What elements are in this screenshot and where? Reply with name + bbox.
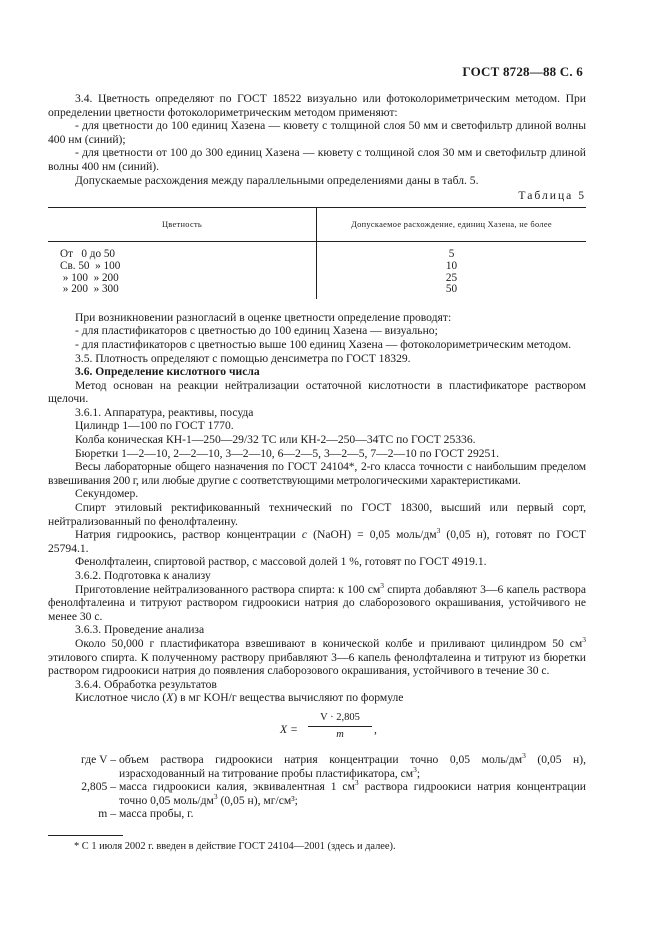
text: раствора гидроокиси натрия концентрации точно 0,05 моль/дм [119,780,586,807]
table-row [48,261,586,273]
table-cell-value: 5 [448,248,455,261]
where-key: где V – [81,752,116,766]
where-item [48,753,586,780]
table-cell-range: » 100 » 200 [48,273,317,285]
table-cell-range: Св. 50 » 100 [48,261,317,273]
formula-comma: , [374,722,377,736]
table-header-colour: Цветность [48,207,317,242]
text: 3 [380,580,384,590]
paragraph: Бюретки 1—2—10, 2—2—10, 3—2—10, 6—2—5, 3—2—5, 7—2—10 по ГОСТ 29251. [75,446,500,460]
text: (0,05 н), мг/см³; [217,793,298,807]
table-cell-value: 10 [445,259,458,272]
paragraph: Весы лабораторные общего назначения по ГОСТ 24104*, 2-го класса точности с наибольшим пределом взвешивания 200 г, или любые другие с соответствующими метрологическими характеристиками. [48,460,586,487]
where-key: m – [98,807,116,821]
where-key: 2,805 – [81,780,116,794]
subsection-title: 3.6.2. Подготовка к анализу [75,569,211,582]
text: 3 [522,751,526,761]
formula-denominator: m [336,728,344,740]
text: Около 50,000 г пластификатора взвешивают в конической колбе и приливают цилиндром 50 см [75,636,583,650]
text: c [301,528,308,542]
footnote-divider [48,835,123,836]
table-row [48,242,586,261]
footnote: * С 1 июля 2002 г. введен в действие ГОСТ 24104—2001 (здесь и далее). [74,840,396,852]
document-body [48,92,586,854]
where-item [48,780,586,807]
text: X [166,691,174,705]
text: (NaOH) = 0,05 моль/дм [307,528,437,542]
paragraph: Спирт этиловый ректификованный технический по ГОСТ 18300, высший или первый сорт, нейтрализованный по фенолфталеину. [48,501,586,528]
list-item: - для цветности до 100 единиц Хазена — кювету с толщиной слоя 50 мм и светофильтр длиной волны 400 нм (синий); [48,119,586,146]
table-caption: Таблица 5 [518,189,586,203]
text: 3 [213,791,218,801]
paragraph: Колба коническая КН-1—250—29/32 ТС или КН-2—250—34ТС по ГОСТ 25336. [75,433,476,447]
table-cell-value: 50 [445,283,458,296]
text: 3 [436,526,441,536]
text: 3 [413,764,417,774]
table-cell-range: От 0 до 50 [48,242,317,261]
list-item: - для пластификаторов с цветностью до 100 единиц Хазена — визуально; [75,324,438,338]
where-item [48,807,586,821]
formula-numerator: V · 2,805 [308,711,372,727]
paragraph: Цилиндр 1—100 по ГОСТ 1770. [75,419,234,433]
formula-lhs: X = [280,722,298,736]
subsection-title: 3.6.4. Обработка результатов [75,677,217,691]
text: Приготовление нейтрализованного раствора спирта: к 100 см [75,582,381,596]
paragraph: Метод основан на реакции нейтрализации остаточной кислотности в пластификаторе раствором щелочи. [48,378,586,406]
paragraph: При возникновении разногласий в оценке цветности определение проводят: [75,310,452,324]
subsection-title: 3.6.1. Аппаратура, реактивы, посуда [75,405,254,419]
table-cell-value: 25 [445,271,458,284]
table-row [48,273,586,285]
paragraph: Допускаемые расхождения между параллельными определениями даны в табл. 5. [75,173,479,187]
table-5 [48,207,586,299]
text: Натрия гидроокись, раствор концентрации [75,528,302,542]
subsection-title: 3.6.3. Проведение анализа [75,623,205,637]
table-row [48,284,586,299]
paragraph-3-5: 3.5. Плотность определяют с помощью денсиметра по ГОСТ 18329. [75,351,411,365]
paragraph [48,580,586,624]
text: Кислотное число ( [75,691,167,705]
paragraph [48,637,586,678]
text: ) в мг KOH/г вещества вычисляют по формуле [173,691,404,705]
paragraph [48,691,586,705]
page-header: ГОСТ 8728—88 С. 6 [462,64,583,79]
list-item: - для цветности от 100 до 300 единиц Хазена — кювету с толщиной слоя 30 мм и светофильтр длиной волны 400 нм (синий). [48,146,586,173]
list-item: - для пластификаторов с цветностью выше 100 единиц Хазена — фотоколориметрическим методом. [75,337,572,351]
paragraph: Фенолфталеин, спиртовой раствор, с массовой долей 1 %, готовят по ГОСТ 4919.1. [75,555,487,569]
where-value [116,807,586,821]
text: (0,05 н), готовят по ГОСТ 25794.1. [48,528,586,555]
formula-fraction [308,711,372,741]
text: масса пробы, г. [119,807,194,821]
where-value [116,753,586,780]
text: спирта добавляют 3—6 капель раствора фенолфталеина и титруют раствором гидроокиси натрия до слаборозового окрашивания, устойчивого не менее 30 с. [48,582,586,623]
text: (0,05 н), израсходованный на титрование пробы пластификатора, см [119,752,586,780]
table-header-tolerance: Допускаемое расхождение, единиц Хазена, не более [317,207,587,242]
table-cell-range: » 200 » 300 [48,284,317,299]
text: объем раствора гидроокиси натрия концентрации точно 0,05 моль/дм [119,752,523,766]
paragraph-naoh [48,528,586,555]
paragraph: Секундомер. [75,487,139,501]
text: 3 [354,778,359,788]
text: ; [416,766,421,780]
text: масса гидроокиси калия, эквивалентная 1 см [119,780,355,794]
where-value [116,780,586,807]
paragraph-3-4: 3.4. Цветность определяют по ГОСТ 18522 визуально или фотоколориметрическим методом. При определении цветности фотоколориметрическим методом применяют: [48,92,586,119]
text: 3 [582,635,586,645]
formula [48,705,586,753]
text: этилового спирта. К полученному раствору прибавляют 3—6 капель фенолфталеина и титруют из бюретки раствором гидроокиси натрия до появления слаборозового окрашивания, устойчивого в течение 30 с. [48,650,586,678]
section-title: 3.6. Определение кислотного числа [75,365,260,379]
